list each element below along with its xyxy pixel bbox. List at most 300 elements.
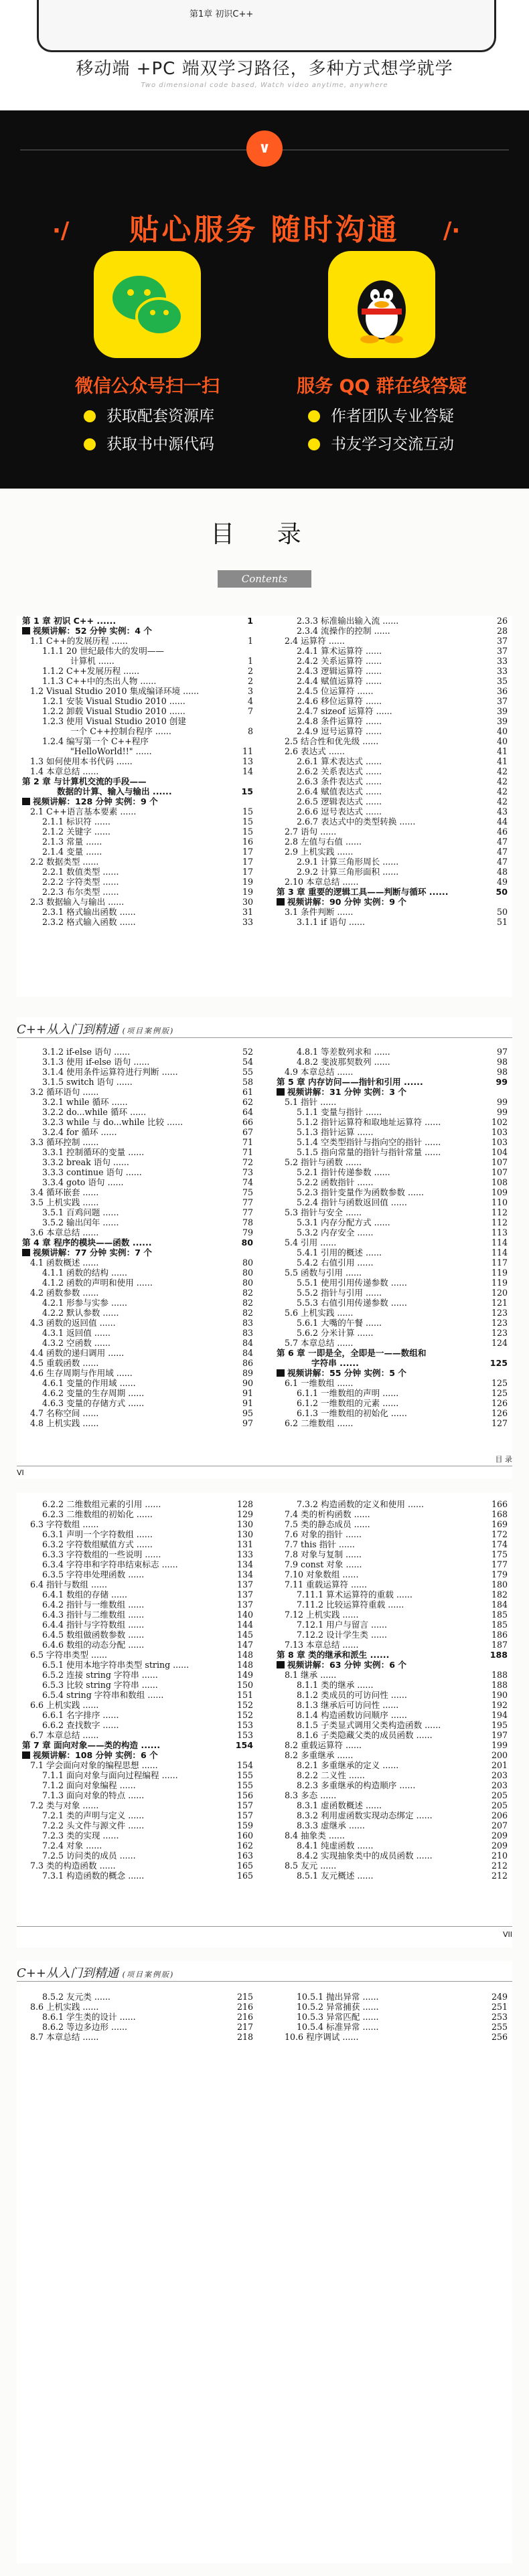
page-ref: 133 [236, 1549, 253, 1559]
page-ref: 210 [491, 1851, 508, 1861]
page-ref: 80 [242, 1278, 253, 1288]
toc-entry: 2.2.2 字符类型 ...... 19 [42, 877, 253, 887]
page-ref: 2 [247, 676, 253, 686]
page-ref: 117 [491, 1258, 508, 1268]
bullet-item: 作者团队专业答疑 [308, 404, 454, 426]
page-ref: 114 [491, 1237, 508, 1248]
toc-entry: 3.5.1 百鸡问题 ...... 77 [42, 1207, 253, 1217]
chevron-down-icon: ∨ [246, 131, 283, 167]
page-ref: 209 [491, 1840, 508, 1851]
page-ref: 37 [496, 636, 508, 646]
page-ref: 86 [242, 1358, 253, 1368]
toc-entry: 5.4.2 右值引用 ...... 117 [297, 1258, 508, 1268]
video-info: 视频讲解：55 分钟 实例：5 个 [277, 1368, 508, 1379]
toc-entry: 4.6.2 变量的生存周期 ...... 91 [42, 1388, 253, 1398]
chapter-heading: 第 6 章 一即是全，全即是一——数组和 [277, 1348, 427, 1358]
chapter-heading: 第 7 章 面向对象——类的构造 ...... 154 [22, 1740, 253, 1750]
page-ref: 130 [236, 1529, 253, 1539]
page-ref: 195 [491, 1720, 508, 1730]
page-ref: 78 [242, 1217, 253, 1227]
page-ref: 154 [236, 1760, 253, 1770]
page-ref: 203 [491, 1770, 508, 1780]
toc-entry: 2.3.3 标准输出输入流 ...... 26 [297, 616, 508, 626]
dot-icon [84, 438, 96, 450]
page-ref: 172 [491, 1529, 508, 1539]
toc-entry: 8.2.2 二义性 ...... 203 [297, 1770, 508, 1780]
page-ref: 165 [236, 1871, 253, 1881]
toc-entry: 1.2.3 使用 Visual Studio 2010 创建 [42, 716, 186, 726]
toc-entry: 1.1.1 20 世纪最伟大的发明—— [42, 646, 165, 656]
page-ref: 201 [491, 1760, 508, 1770]
toc-entry: "HelloWorld!!" ...... 11 [70, 746, 253, 756]
toc-entry: 2.1.4 变量 ...... 17 [42, 847, 253, 857]
page-ref: 14 [242, 766, 253, 776]
toc-entry: 6.6.1 名字排序 ...... 152 [42, 1710, 253, 1720]
page-ref: 42 [496, 776, 508, 786]
toc-entry: 5.1.3 指针运算 ...... 103 [297, 1127, 508, 1137]
page-ref: 153 [236, 1720, 253, 1730]
page-ref: 151 [236, 1690, 253, 1700]
video-icon [277, 1661, 285, 1668]
toc-entry: 7.3.1 构造函数的概念 ...... 165 [42, 1871, 253, 1881]
toc-entry: 7.13 本章总结 ...... 187 [285, 1640, 508, 1650]
page-ref: 66 [242, 1117, 253, 1127]
page-ref: 95 [242, 1408, 253, 1418]
video-icon [277, 1369, 285, 1377]
toc-entry: 2.4.8 条件运算符 ...... 39 [297, 716, 508, 726]
video-icon [277, 898, 285, 906]
page-ref: 140 [236, 1610, 253, 1620]
page-ref: 47 [496, 857, 508, 867]
toc-entry: 2.6.4 赋值表达式 ...... 42 [297, 786, 508, 796]
toc-entry: 3.6 本章总结 ...... 79 [30, 1227, 253, 1237]
toc-entry: 8.2.1 多重继承的定义 ...... 201 [297, 1760, 508, 1770]
page-ref: 165 [236, 1861, 253, 1871]
toc-entry: 5.1 指针 ...... 99 [285, 1097, 508, 1107]
page-ref: 17 [242, 857, 253, 867]
page-ref: 251 [491, 2002, 508, 2012]
chapter-heading: 数据的计算、输入与输出 ...... 15 [57, 786, 253, 796]
toc-entry: 5.5 函数与引用 ...... 119 [285, 1268, 508, 1278]
toc-entry: 10.5.4 标准异常 ...... 255 [297, 2022, 508, 2032]
subline: Two dimensional code based, Watch video anytime, anywhere [141, 82, 388, 89]
toc-entry: 8.7 本章总结 ...... 218 [30, 2032, 253, 2042]
page-ref: 19 [242, 877, 253, 887]
page-ref: 155 [236, 1770, 253, 1780]
toc-entry: 2.6.7 表达式中的类型转换 ...... 44 [297, 817, 508, 827]
toc-entry: 4.1.2 函数的声明和使用 ...... 80 [42, 1278, 253, 1288]
toc-entry: 8.3.3 虚继承 ...... 207 [297, 1820, 508, 1830]
toc-entry: 2.2.1 数值类型 ...... 17 [42, 867, 253, 877]
toc-entry: 1.2.1 安装 Visual Studio 2010 ...... 4 [42, 696, 253, 706]
toc-entry: 10.6 程序调试 ...... 256 [285, 2032, 508, 2042]
page-ref: 205 [491, 1800, 508, 1810]
toc-entry: 7.6 对象的指针 ...... 172 [285, 1529, 508, 1539]
page-ref: 8 [247, 726, 253, 736]
toc-entry: 6.5.2 连接 string 字符串 ...... 149 [42, 1670, 253, 1680]
page-ref: 153 [236, 1730, 253, 1740]
page-ref: 77 [242, 1207, 253, 1217]
page-ref: 89 [242, 1368, 253, 1378]
toc-entry: 7.2.5 访问类的成员 ...... 163 [42, 1851, 253, 1861]
page-ref: 33 [242, 917, 253, 927]
page-ref: 120 [491, 1288, 508, 1298]
page-ref: 15 [242, 827, 253, 837]
toc-entry: 2.10 本章总结 ...... 49 [285, 877, 508, 887]
page-ref: 1 [247, 636, 253, 646]
page-ref: 168 [491, 1509, 508, 1519]
page-ref: 249 [491, 1992, 508, 2002]
page-ref: 40 [496, 726, 508, 736]
contents-label: Contents [218, 570, 311, 588]
toc-entry: 3.2.4 for 循环 ...... 67 [42, 1127, 253, 1137]
page-ref: 15 [241, 786, 253, 796]
toc-entry: 2.6.6 逗号表达式 ...... 43 [297, 806, 508, 817]
page-ref: 42 [496, 766, 508, 776]
toc-entry: 6.6.2 查找数字 ...... 153 [42, 1720, 253, 1730]
toc-entry: 4.8 上机实践 ...... 97 [30, 1418, 253, 1428]
page-ref: 148 [236, 1660, 253, 1670]
toc-entry: 2.2 数据类型 ...... 17 [30, 857, 253, 867]
toc-entry: 4.1 函数概述 ...... 80 [30, 1258, 253, 1268]
toc-entry: 4.4 函数的递归调用 ...... 84 [30, 1348, 253, 1358]
toc-entry: 6.4.2 指针与一维数组 ...... 137 [42, 1600, 253, 1610]
dot-icon [308, 438, 320, 450]
page-ref: 112 [491, 1207, 508, 1217]
page-ref: 26 [496, 616, 508, 626]
video-info: 视频讲解：52 分钟 实例：4 个 [22, 626, 253, 636]
toc-entry: 6.4.3 指针与二维数组 ...... 140 [42, 1610, 253, 1620]
page-ref: 147 [236, 1640, 253, 1650]
toc-entry: 7.12.1 用户与留言 ...... 185 [297, 1620, 508, 1630]
page-ref: 175 [491, 1549, 508, 1559]
toc-page-4 [17, 1961, 512, 2563]
brand-label: C++从入门到精通 (项目案例版) [17, 1023, 175, 1037]
page-ref: 44 [496, 817, 508, 827]
page-ref: 188 [489, 1650, 508, 1660]
page-ref: 51 [496, 917, 508, 927]
qq-caption: 服务 QQ 群在线答疑 [297, 376, 467, 397]
page-ref: 84 [242, 1338, 253, 1348]
toc-entry: 1.4 本章总结 ...... 14 [30, 766, 253, 776]
page-ref: 42 [496, 796, 508, 806]
page-ref: 16 [242, 837, 253, 847]
toc-entry: 10.5.2 异常捕获 ...... 251 [297, 2002, 508, 2012]
toc-entry: 2.9.1 计算三角形周长 ...... 47 [297, 857, 508, 867]
page-ref: 150 [236, 1680, 253, 1690]
toc-entry: 2.3.1 格式输出函数 ...... 31 [42, 907, 253, 917]
video-icon [22, 627, 30, 634]
page-ref: 99 [496, 1107, 508, 1117]
page-ref: 31 [242, 907, 253, 917]
toc-entry: 6.5.1 使用本地字符串类型 string ...... 148 [42, 1660, 253, 1670]
page-ref: 102 [491, 1117, 508, 1127]
toc-entry: 2.4.7 sizeof 运算符 ...... 39 [297, 706, 508, 716]
page-ref: 160 [236, 1830, 253, 1840]
video-icon [22, 798, 30, 805]
page-ref: 124 [491, 1338, 508, 1348]
page-ref: 73 [242, 1167, 253, 1177]
page-ref: 41 [496, 756, 508, 766]
toc-entry: 6.3.2 字符数组赋值方式 ...... 131 [42, 1539, 253, 1549]
page-ref: 83 [242, 1328, 253, 1338]
divider [17, 1926, 512, 1927]
page-ref: 72 [242, 1157, 253, 1167]
toc-entry: 8.5 友元 ...... 212 [285, 1861, 508, 1871]
page-number: VII [502, 1930, 512, 1939]
page-ref: 11 [242, 746, 253, 756]
video-info: 视频讲解：90 分钟 实例：9 个 [277, 897, 508, 908]
toc-entry: 3.2.3 while 与 do...while 比较 ...... 66 [42, 1117, 253, 1127]
page-ref: 82 [242, 1288, 253, 1298]
toc-entry: 7.1.2 面向对象编程 ...... 155 [42, 1780, 253, 1790]
page-ref: 200 [491, 1750, 508, 1760]
toc-entry: 7.1.3 面向对象的特点 ...... 156 [42, 1790, 253, 1800]
page-ref: 90 [242, 1378, 253, 1388]
toc-entry: 4.5 重载函数 ...... 86 [30, 1358, 253, 1368]
toc-entry: 2.4.1 算术运算符 ...... 37 [297, 646, 508, 656]
page-ref: 123 [491, 1328, 508, 1338]
page-ref: 107 [491, 1157, 508, 1167]
toc-entry: 8.6.1 学生类的设计 ...... 216 [42, 2012, 253, 2022]
page-ref: 71 [242, 1147, 253, 1157]
page-ref: 128 [236, 1499, 253, 1509]
page-ref: 130 [236, 1519, 253, 1529]
toc-entry: 8.3.2 利用虚函数实现动态绑定 ...... 206 [297, 1810, 508, 1820]
chapter-heading: 第 8 章 类的继承和派生 ...... 188 [277, 1650, 508, 1660]
toc-entry: 8.1.4 构造函数访问顺序 ...... 194 [297, 1710, 508, 1720]
dot-icon [84, 410, 96, 422]
page-ref: 174 [491, 1539, 508, 1549]
page-ref: 99 [496, 1077, 508, 1087]
video-icon [22, 1249, 30, 1256]
page-ref: 74 [242, 1177, 253, 1187]
page-ref: 145 [236, 1630, 253, 1640]
page-ref: 30 [242, 897, 253, 907]
toc-entry: 5.3.1 内存分配方式 ...... 112 [297, 1217, 508, 1227]
toc-entry: 6.2.2 二维数组元素的引用 ...... 128 [42, 1499, 253, 1509]
page-ref: 58 [242, 1077, 253, 1087]
page-ref: 42 [496, 786, 508, 796]
page-ref: 192 [491, 1700, 508, 1710]
toc-entry: 3.1.4 使用条件运算符进行判断 ...... 55 [42, 1067, 253, 1077]
toc-entry: 计算机 ...... 1 [70, 656, 253, 666]
toc-entry: 6.3.3 字符数组的一些说明 ...... 133 [42, 1549, 253, 1559]
toc-entry: 7.11.1 算术运算符的重载 ...... 182 [297, 1590, 508, 1600]
toc-entry: 8.1.2 类成员的可访问性 ...... 190 [297, 1690, 508, 1700]
page-ref: 177 [491, 1559, 508, 1569]
page-ref: 43 [496, 806, 508, 817]
page-ref: 98 [496, 1057, 508, 1067]
toc-entry: 7.5 类的静态成员 ...... 169 [285, 1519, 508, 1529]
page-ref: 55 [242, 1067, 253, 1077]
toc-entry: 7.2.2 头文件与源文件 ...... 159 [42, 1820, 253, 1830]
page-ref: 84 [242, 1348, 253, 1358]
page-ref: 184 [491, 1600, 508, 1610]
toc-entry: 5.3 指针与安全 ...... 112 [285, 1207, 508, 1217]
toc-entry: 4.3.1 返回值 ...... 83 [42, 1328, 253, 1338]
toc-entry: 5.1.1 变量与指针 ...... 99 [297, 1107, 508, 1117]
toc-entry: 2.5 结合性和优先级 ...... 40 [285, 736, 508, 746]
page-ref: 129 [236, 1509, 253, 1519]
page-ref: 49 [496, 877, 508, 887]
page-ref: 80 [242, 1268, 253, 1278]
toc-entry: 3.4 循环嵌套 ...... 75 [30, 1187, 253, 1197]
toc-entry: 5.5.3 右值引用传递参数 ...... 121 [297, 1298, 508, 1308]
page-ref: 40 [496, 736, 508, 746]
page-ref: 137 [236, 1600, 253, 1610]
toc-entry: 7.2.1 类的声明与定义 ...... 157 [42, 1810, 253, 1820]
toc-entry: 2.9 上机实践 ...... 47 [285, 847, 508, 857]
page-ref: 162 [236, 1840, 253, 1851]
chapter-heading: 第 5 章 内存访问——指针和引用 ...... 99 [277, 1077, 508, 1087]
toc-entry: 3.1.3 使用 if-else 语句 ...... 54 [42, 1057, 253, 1067]
toc-entry: 6.1.3 一维数组的初始化 ...... 126 [297, 1408, 508, 1418]
page-ref: 110 [491, 1197, 508, 1207]
toc-entry: 6.3 字符数组 ...... 130 [30, 1519, 253, 1529]
page-ref: 97 [242, 1418, 253, 1428]
video-info: 视频讲解：128 分钟 实例：9 个 [22, 796, 253, 807]
page-ref: 188 [491, 1680, 508, 1690]
toc-entry: 5.6 上机实践 ...... 123 [285, 1308, 508, 1318]
toc-entry: 6.4.1 数组的存储 ...... 137 [42, 1590, 253, 1600]
page-ref: 104 [491, 1147, 508, 1157]
toc-entry: 2.1 C++语言基本要素 ...... 15 [30, 806, 253, 817]
page-ref: 99 [496, 1097, 508, 1107]
toc-entry: 6.4.5 数组做函数参数 ...... 145 [42, 1630, 253, 1640]
wechat-caption: 微信公众号扫一扫 [75, 376, 220, 397]
page-ref: 83 [242, 1318, 253, 1328]
page-ref: 7 [247, 706, 253, 716]
headline: 移动端 +PC 端双学习路径，多种方式想学就学 [76, 59, 453, 79]
toc-entry: 2.7 语句 ...... 46 [285, 827, 508, 837]
page-ref: 17 [242, 867, 253, 877]
toc-entry: 5.4.1 引用的概述 ...... 114 [297, 1248, 508, 1258]
toc-entry: 6.2 二维数组 ...... 127 [285, 1418, 508, 1428]
page-ref: 188 [491, 1670, 508, 1680]
toc-entry: 1.2.2 卸载 Visual Studio 2010 ...... 7 [42, 706, 253, 716]
toc-entry: 3.3.3 continue 语句 ...... 73 [42, 1167, 253, 1177]
toc-entry: 5.6.2 分米计算 ...... 123 [297, 1328, 508, 1338]
toc-entry: 6.6 上机实践 ...... 152 [30, 1700, 253, 1710]
page-ref: 46 [496, 827, 508, 837]
toc-entry: 2.4 运算符 ...... 37 [285, 636, 508, 646]
toc-entry: 3.3.2 break 语句 ...... 72 [42, 1157, 253, 1167]
video-info: 视频讲解：77 分钟 实例：7 个 [22, 1248, 253, 1258]
toc-entry: 7.2 类与对象 ...... 157 [30, 1800, 253, 1810]
page-ref: 159 [236, 1820, 253, 1830]
page-ref: 48 [496, 867, 508, 877]
page-ref: 28 [496, 626, 508, 636]
brand-label: C++从入门到精通 (项目案例版) [17, 1966, 175, 1980]
toc-entry: 2.9.2 计算三角形面积 ...... 48 [297, 867, 508, 877]
toc-entry: 6.1 一维数组 ...... 125 [285, 1378, 508, 1388]
page-ref: 77 [242, 1197, 253, 1207]
toc-entry: 5.5.1 使用引用传递参数 ...... 119 [297, 1278, 508, 1288]
page-ref: 13 [242, 756, 253, 766]
toc-entry: 3.3 循环控制 ...... 71 [30, 1137, 253, 1147]
page-ref: 91 [242, 1388, 253, 1398]
page-ref: 134 [236, 1559, 253, 1569]
page-ref: 36 [496, 686, 508, 696]
page-ref: 212 [491, 1871, 508, 1881]
toc-entry: 5.1.4 空类型指针与指向空的指针 ...... 103 [297, 1137, 508, 1147]
page-ref: 137 [236, 1590, 253, 1600]
phone-mockup [37, 0, 496, 52]
page-ref: 52 [242, 1047, 253, 1057]
page-ref: 182 [491, 1590, 508, 1600]
toc-entry: 6.5.3 比较 string 字符串 ...... 150 [42, 1680, 253, 1690]
toc-entry: 4.3 函数的返回值 ...... 83 [30, 1318, 253, 1328]
page-ref: 207 [491, 1820, 508, 1830]
toc-entry: 6.4.6 数组的动态分配 ...... 147 [42, 1640, 253, 1650]
page-ref: 91 [242, 1398, 253, 1408]
toc-entry: 2.1.1 标识符 ...... 15 [42, 817, 253, 827]
chapter-heading: 第 4 章 程序的模块——函数 ...... 80 [22, 1237, 253, 1248]
toc-entry: 5.1.5 指向常量的指针与指针常量 ...... 104 [297, 1147, 508, 1157]
page-ref: 137 [236, 1579, 253, 1590]
toc-entry: 6.2.3 二维数组的初始化 ...... 129 [42, 1509, 253, 1519]
toc-entry: 4.1.1 函数的结构 ...... 80 [42, 1268, 253, 1278]
toc-entry: 1.1 C++的发展历程 ...... 1 [30, 636, 253, 646]
toc-entry: 4.6 生存周期与作用域 ...... 89 [30, 1368, 253, 1378]
page-ref: 131 [236, 1539, 253, 1549]
toc-entry: 7.2.4 对象 ...... 162 [42, 1840, 253, 1851]
page-ref: 123 [491, 1318, 508, 1328]
toc-entry: 5.2.2 函数指针 ...... 108 [297, 1177, 508, 1187]
toc-entry: 2.2.3 布尔类型 ...... 19 [42, 887, 253, 897]
page-ref: 4 [247, 696, 253, 706]
toc-entry: 5.3.2 内存安全 ...... 113 [297, 1227, 508, 1237]
toc-entry: 7.7 this 指针 ...... 174 [285, 1539, 508, 1549]
page-ref: 37 [496, 646, 508, 656]
page-ref: 253 [491, 2012, 508, 2022]
page-ref: 217 [236, 2022, 253, 2032]
video-info: 视频讲解：63 分钟 实例：6 个 [277, 1660, 508, 1670]
page-ref: 157 [236, 1800, 253, 1810]
bullet-item: 获取配套资源库 [84, 404, 214, 426]
toc-entry: 2.4.6 移位运算符 ...... 37 [297, 696, 508, 706]
page-ref: 33 [496, 656, 508, 666]
toc-entry: 3.1.2 if-else 语句 ...... 52 [42, 1047, 253, 1057]
toc-entry: 3.1 条件判断 ...... 50 [285, 907, 508, 917]
page-ref: 75 [242, 1187, 253, 1197]
toc-entry: 1.1.2 C++发展历程 ...... 2 [42, 666, 253, 676]
page-ref: 121 [491, 1298, 508, 1308]
page-ref: 154 [235, 1740, 253, 1750]
page-ref: 152 [236, 1710, 253, 1720]
toc-entry: 3.5.2 输出闰年 ...... 78 [42, 1217, 253, 1227]
page-ref: 108 [491, 1177, 508, 1187]
toc-entry: 4.9 本章总结 ...... 98 [285, 1067, 508, 1077]
video-icon [277, 1088, 285, 1096]
toc-entry: 8.1.5 子类显式调用父类构造函数 ...... 195 [297, 1720, 508, 1730]
toc-entry: 7.10 对象数组 ...... 179 [285, 1569, 508, 1579]
toc-entry: 5.4 引用 ...... 114 [285, 1237, 508, 1248]
toc-entry: 5.7 本章总结 ...... 124 [285, 1338, 508, 1348]
toc-entry: 8.3.1 虚函数概述 ...... 205 [297, 1800, 508, 1810]
page-ref: 103 [491, 1137, 508, 1147]
toc-section [0, 489, 529, 2576]
toc-entry: 6.1.2 一维数组的元素 ...... 126 [297, 1398, 508, 1408]
toc-entry: 8.6.2 等边多边形 ...... 217 [42, 2022, 253, 2032]
toc-entry: 2.4.2 关系运算符 ...... 33 [297, 656, 508, 666]
video-info: 视频讲解：31 分钟 实例：3 个 [277, 1087, 508, 1098]
ornament-left-icon: ·/ [52, 218, 70, 244]
page-ref: 82 [242, 1298, 253, 1308]
toc-entry: 2.8 左值与右值 ...... 47 [285, 837, 508, 847]
toc-entry: 8.5.2 友元类 ...... 215 [42, 1992, 253, 2002]
